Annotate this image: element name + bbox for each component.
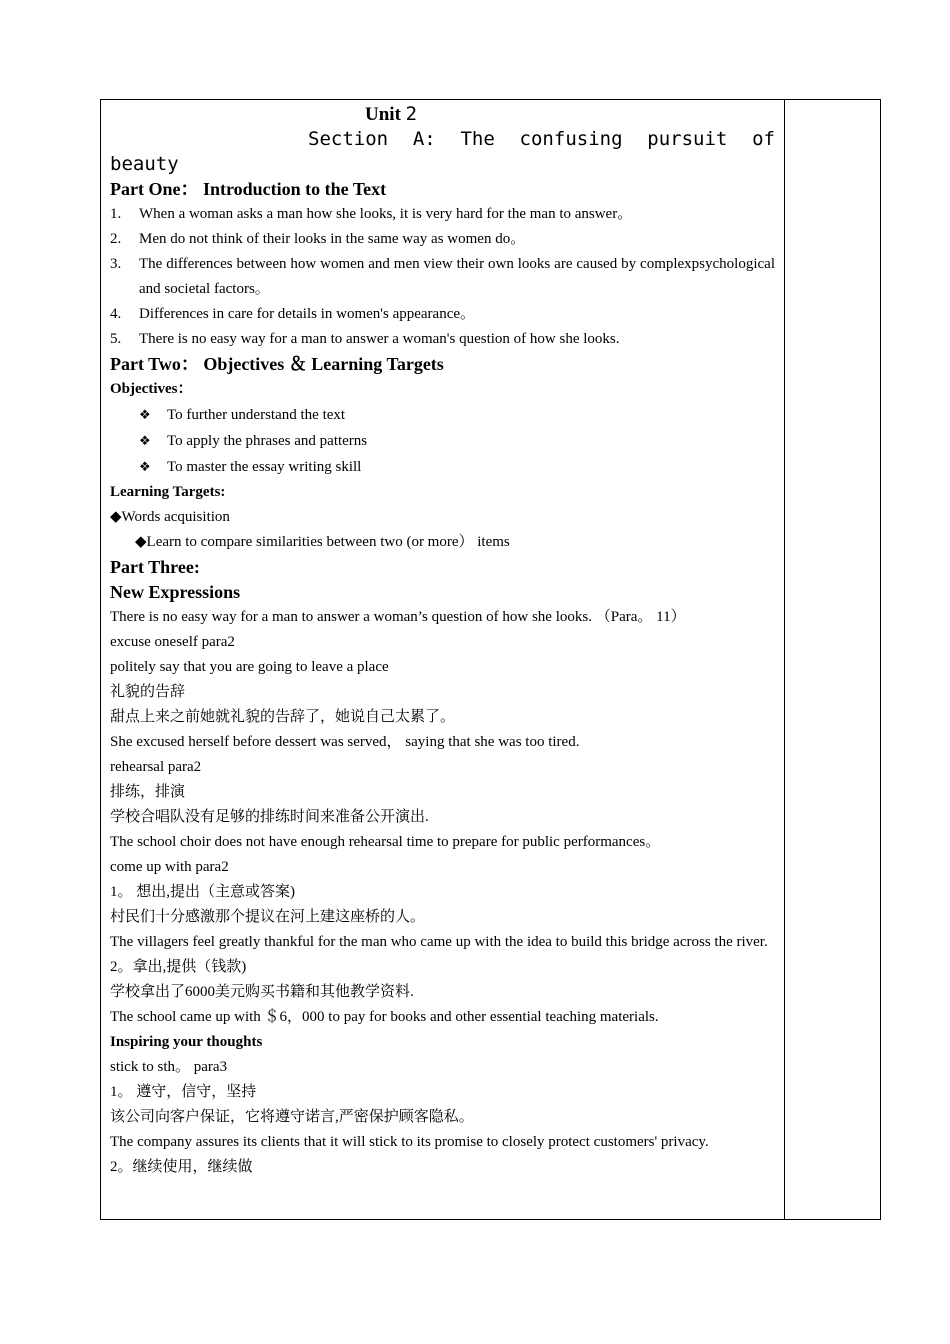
text-line: 甜点上来之前她就礼貌的告辞了，她说自己太累了。 [110, 709, 456, 725]
text-line: There is no easy way for a man to answer a woman’s question of how she looks. （Para。 11） [110, 609, 686, 625]
text-line: politely say that you are going to leave a place [110, 659, 389, 675]
text-line: 学校合唱队没有足够的排练时间来准备公开演出. [110, 809, 429, 825]
list-text: Differences in care for details in women's appearance。 [139, 306, 476, 322]
text-line: excuse oneself para2 [110, 634, 235, 650]
expressions-block-3 [110, 1055, 775, 1130]
diamond-bullet-icon: ❖ [139, 407, 151, 422]
text-line: 村民们十分感激那个提议在河上建这座桥的人。 [110, 909, 426, 925]
paragraph-company: The company assures its clients that it will stick to its promise to closely protect customers' privacy. [110, 1134, 709, 1150]
list-item [110, 202, 775, 227]
unit-number: 2 [405, 103, 418, 125]
expressions-block-1 [110, 605, 775, 930]
list-number: 1. [110, 206, 122, 222]
target-item-2: ◆Learn to compare similarities between two (or more） items [135, 534, 510, 550]
text-line: She excused herself before dessert was served， saying that she was too tired. [110, 734, 580, 750]
list-text: When a woman asks a man how she looks, it is very hard for the man to answer。 [139, 206, 633, 222]
text-line: come up with para2 [110, 859, 229, 875]
list-item [110, 302, 775, 327]
text-line: 排练，排演 [110, 784, 186, 800]
diamond-bullet-icon: ❖ [139, 459, 151, 474]
text-line: 2。拿出,提供（钱款) [110, 959, 247, 975]
text-line: The school choir does not have enough rehearsal time to prepare for public performances。 [110, 834, 661, 850]
main-cell [110, 102, 775, 1180]
objectives-list [110, 402, 775, 480]
unit-label: Unit [365, 104, 401, 125]
inspiring-heading: Inspiring your thoughts [110, 1034, 263, 1050]
list-text: Men do not think of their looks in the same way as women do。 [139, 231, 526, 247]
text-line: 1。 想出,提出（主意或答案) [110, 884, 295, 900]
part-one-list [110, 202, 775, 352]
objective-item [110, 428, 775, 454]
text-line: stick to sth。 para3 [110, 1059, 228, 1075]
list-item [110, 327, 775, 352]
objective-text: To master the essay writing skill [167, 459, 362, 475]
list-item [110, 227, 775, 252]
text-line: rehearsal para2 [110, 759, 202, 775]
list-text: The differences between how women and men view their own looks are caused by complexpsychological and societal factors。 [139, 256, 775, 297]
section-title: Section A: The confusing pursuit of [308, 128, 775, 150]
list-number: 2. [110, 231, 122, 247]
unit-title [110, 102, 775, 127]
paragraph-villagers: The villagers feel greatly thankful for the man who came up with the idea to build this bridge across the river. [110, 934, 768, 950]
document-table [100, 99, 881, 1220]
text-line: 学校拿出了6000美元购买书籍和其他教学资料. [110, 984, 414, 1000]
objective-text: To apply the phrases and patterns [167, 433, 368, 449]
expressions-block-2 [110, 955, 775, 1030]
text-line: The school came up with ＄6，000 to pay for books and other essential teaching materials. [110, 1009, 659, 1025]
targets-label: Learning Targets: [110, 484, 226, 500]
list-number: 4. [110, 306, 122, 322]
part-two-heading: Part Two： Objectives ＆ Learning Targets [110, 354, 444, 374]
section-title-cont: beauty [110, 153, 179, 175]
expressions-block-4 [110, 1155, 775, 1180]
diamond-bullet-icon: ❖ [139, 433, 151, 448]
new-expressions-heading: New Expressions [110, 582, 241, 602]
text-line: 1。 遵守，信守，坚持 [110, 1084, 257, 1100]
text-line: 礼貌的告辞 [110, 684, 186, 700]
list-text: There is no easy way for a man to answer a woman's question of how she looks. [139, 331, 620, 347]
objectives-label: Objectives： [110, 381, 193, 397]
list-number: 5. [110, 331, 122, 347]
objective-text: To further understand the text [167, 407, 346, 423]
list-item [110, 252, 775, 302]
list-number: 3. [110, 256, 122, 272]
part-three-heading: Part Three: [110, 557, 200, 577]
target-item-1: ◆Words acquisition [110, 509, 230, 525]
column-divider [784, 100, 785, 1219]
text-line: 2。继续使用，继续做 [110, 1159, 253, 1175]
objective-item [110, 402, 775, 428]
text-line: 该公司向客户保证，它将遵守诺言,严密保护顾客隐私。 [110, 1109, 474, 1125]
part-one-heading: Part One： Introduction to the Text [110, 179, 387, 199]
objective-item [110, 454, 775, 480]
